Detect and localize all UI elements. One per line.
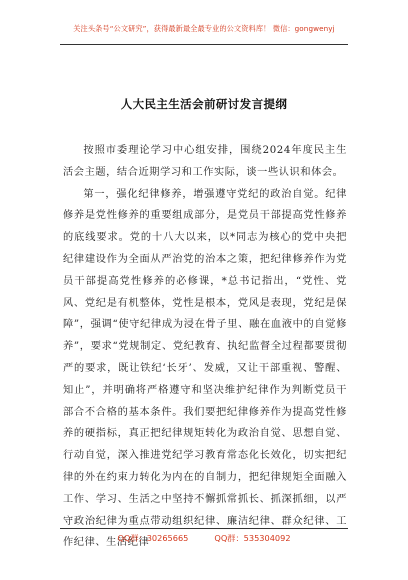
document-body <box>63 140 347 554</box>
footer-qq-group-2: QQ群：535304092 <box>214 533 291 543</box>
footer-contact <box>0 533 408 544</box>
paragraph-intro: 按照市委理论学习中心组安排，围绕2024年度民主生活会主题，结合近期学习和工作实际，谈一些认识和体会。 <box>63 145 347 178</box>
footer-divider <box>60 528 348 529</box>
document-title: 人大民主生活会前研讨发言提纲 <box>120 97 288 111</box>
header-divider <box>60 44 348 45</box>
header-promo-note: 关注头条号“公文研究”，获得最新最全最专业的公文资料库！ 微信：gongwenyj <box>73 24 335 33</box>
paragraph-first-point: 第一，强化纪律修养，增强遵守党纪的政治自觉。纪律修养是党性修养的重要组成部分，是党员干部提高党性修养的底线要求。党的十八大以来，以*同志为核心的党中央把纪律建设作为全面从严治党的治本之策，把纪律修养作为党员干部提高党性修养的必修课，*总书记指出，“党性、党风、党纪是有机整体，党性是根本，党风是表现，党纪是保障”，强调“使守纪律成为浸在骨子里、融在血液中的自觉修养”，要求“党规制定、党纪教育、执纪监督全过程都要贯彻严的要求，既让铁纪‘长牙’、发威，又让干部重视、警醒、知止”，并明确将严格遵守和坚决维护纪律作为判断党员干部合不合格的基本条件。我们要把纪律修养作为提高党性修养的硬指标，真正把纪律规矩转化为政治自觉、思想自觉、行动自觉，深入推进党纪学习教育常态化长效化，切实把纪律的外在约束力转化为内在的自制力，把纪律规矩全面融入工作、学习、生活之中坚持不懈抓常抓长、抓深抓细，以严守政治纪律为重点带动组织纪律、廉洁纪律、群众纪律、工作纪律、生活纪律 <box>63 188 347 549</box>
footer-qq-group-1: QQ群：30265665 <box>117 533 189 543</box>
